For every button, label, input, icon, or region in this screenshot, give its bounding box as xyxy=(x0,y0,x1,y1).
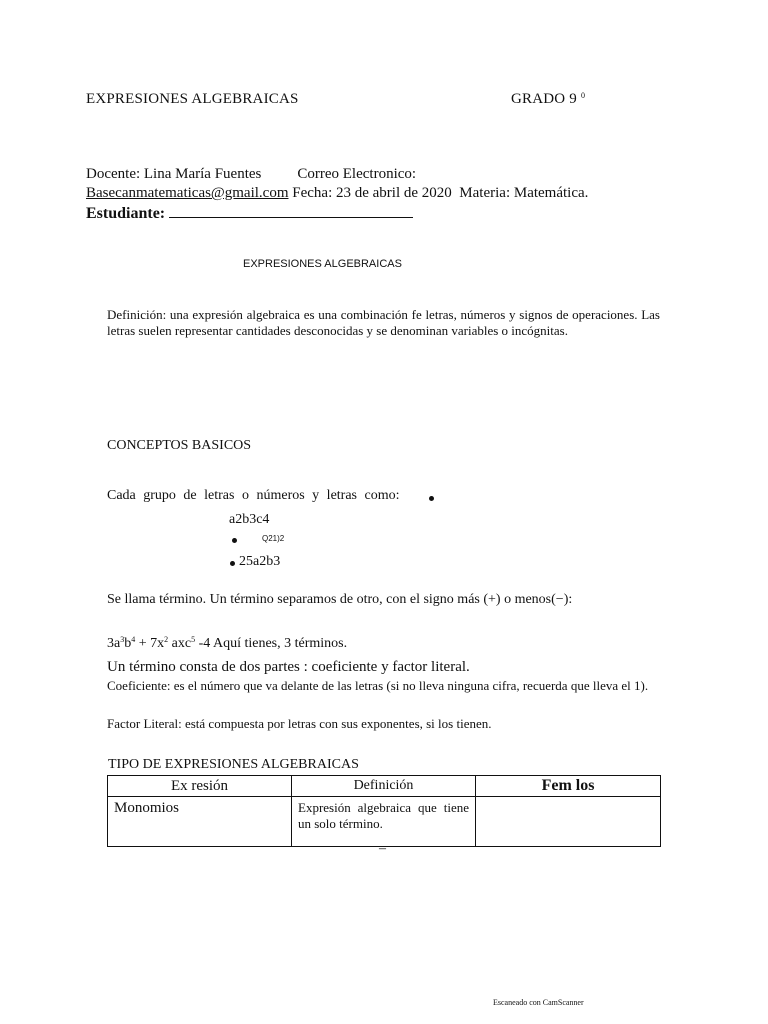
student-line xyxy=(86,205,413,223)
concepts-heading: CONCEPTOS BASICOS xyxy=(107,438,252,453)
example-term-2: Q21)2 xyxy=(262,534,285,543)
header-expression: Ex resión xyxy=(108,776,292,797)
term-definition: Se llama término. Un término separamos de otro, con el signo más (+) o menos(−): xyxy=(107,592,573,607)
parts-sentence: Un término consta de dos partes : coeficiente y factor literal. xyxy=(107,659,470,675)
cell-examples xyxy=(476,797,661,847)
expression-types-table xyxy=(107,775,661,847)
expr-part: -4 Aquí tienes, 3 términos. xyxy=(198,636,348,651)
bullet-dot xyxy=(232,538,237,543)
expr-exponent: 4 xyxy=(131,635,136,644)
document-title: EXPRESIONES ALGEBRAICAS xyxy=(86,91,299,107)
example-term-1: a2b3c4 xyxy=(229,512,270,527)
definition-paragraph: Definición: una expresión algebraica es una combinación fe letras, números y signos de operaciones. Las letras suelen representar cantidades desconocidas y se denominan variables o incógnitas. xyxy=(107,307,660,338)
bullet-dot xyxy=(230,561,235,566)
bullet-dot xyxy=(429,496,434,501)
teacher-line xyxy=(86,166,416,183)
expr-exponent: 2 xyxy=(164,635,169,644)
cell-definition: Expresión algebraica que tiene un solo término. xyxy=(292,797,476,847)
section-title: EXPRESIONES ALGEBRAICAS xyxy=(243,258,402,270)
expr-part: 3a xyxy=(107,636,121,651)
header-definition: Definición xyxy=(292,776,476,797)
expr-part: + 7x xyxy=(138,636,165,651)
table-row xyxy=(108,797,661,847)
table-header-row xyxy=(108,776,661,797)
expr-exponent: 3 xyxy=(120,635,125,644)
contact-line xyxy=(86,185,588,202)
cell-type: Monomios xyxy=(108,797,292,847)
student-name-field[interactable] xyxy=(169,205,413,218)
student-label: Estudiante: xyxy=(86,205,166,222)
expr-exponent: 5 xyxy=(191,635,196,644)
grade-superscript: 0 xyxy=(580,91,586,100)
expr-part: b xyxy=(124,636,132,651)
grade-text: GRADO 9 xyxy=(511,91,577,107)
email-label: Correo Electronico: xyxy=(297,166,417,182)
example-term-3: 25a2b3 xyxy=(239,554,281,569)
expr-part: axc xyxy=(171,636,192,651)
table-caption: TIPO DE EXPRESIONES ALGEBRAICAS xyxy=(108,757,359,772)
date-text: Fecha: 23 de abril de 2020 xyxy=(292,185,452,201)
email-link[interactable]: Basecanmatematicas@gmail.com xyxy=(86,185,289,201)
teacher-name: Docente: Lina María Fuentes xyxy=(86,166,262,182)
coefficient-paragraph: Coeficiente: es el número que va delante de las letras (si no lleva ninguna cifra, recuerda que lleva el 1). xyxy=(107,678,649,693)
expression-example xyxy=(107,636,347,652)
literal-factor-paragraph: Factor Literal: está compuesta por letras con sus exponentes, si los tienen. xyxy=(107,716,492,731)
concepts-intro: Cada grupo de letras o números y letras como: xyxy=(107,488,400,503)
subject-text: Materia: Matemática. xyxy=(459,185,589,201)
stray-mark: – xyxy=(379,841,386,856)
header-examples: Fem los xyxy=(476,776,661,797)
scanner-watermark: Escaneado con CamScanner xyxy=(493,998,584,1007)
grade-label xyxy=(511,91,585,108)
